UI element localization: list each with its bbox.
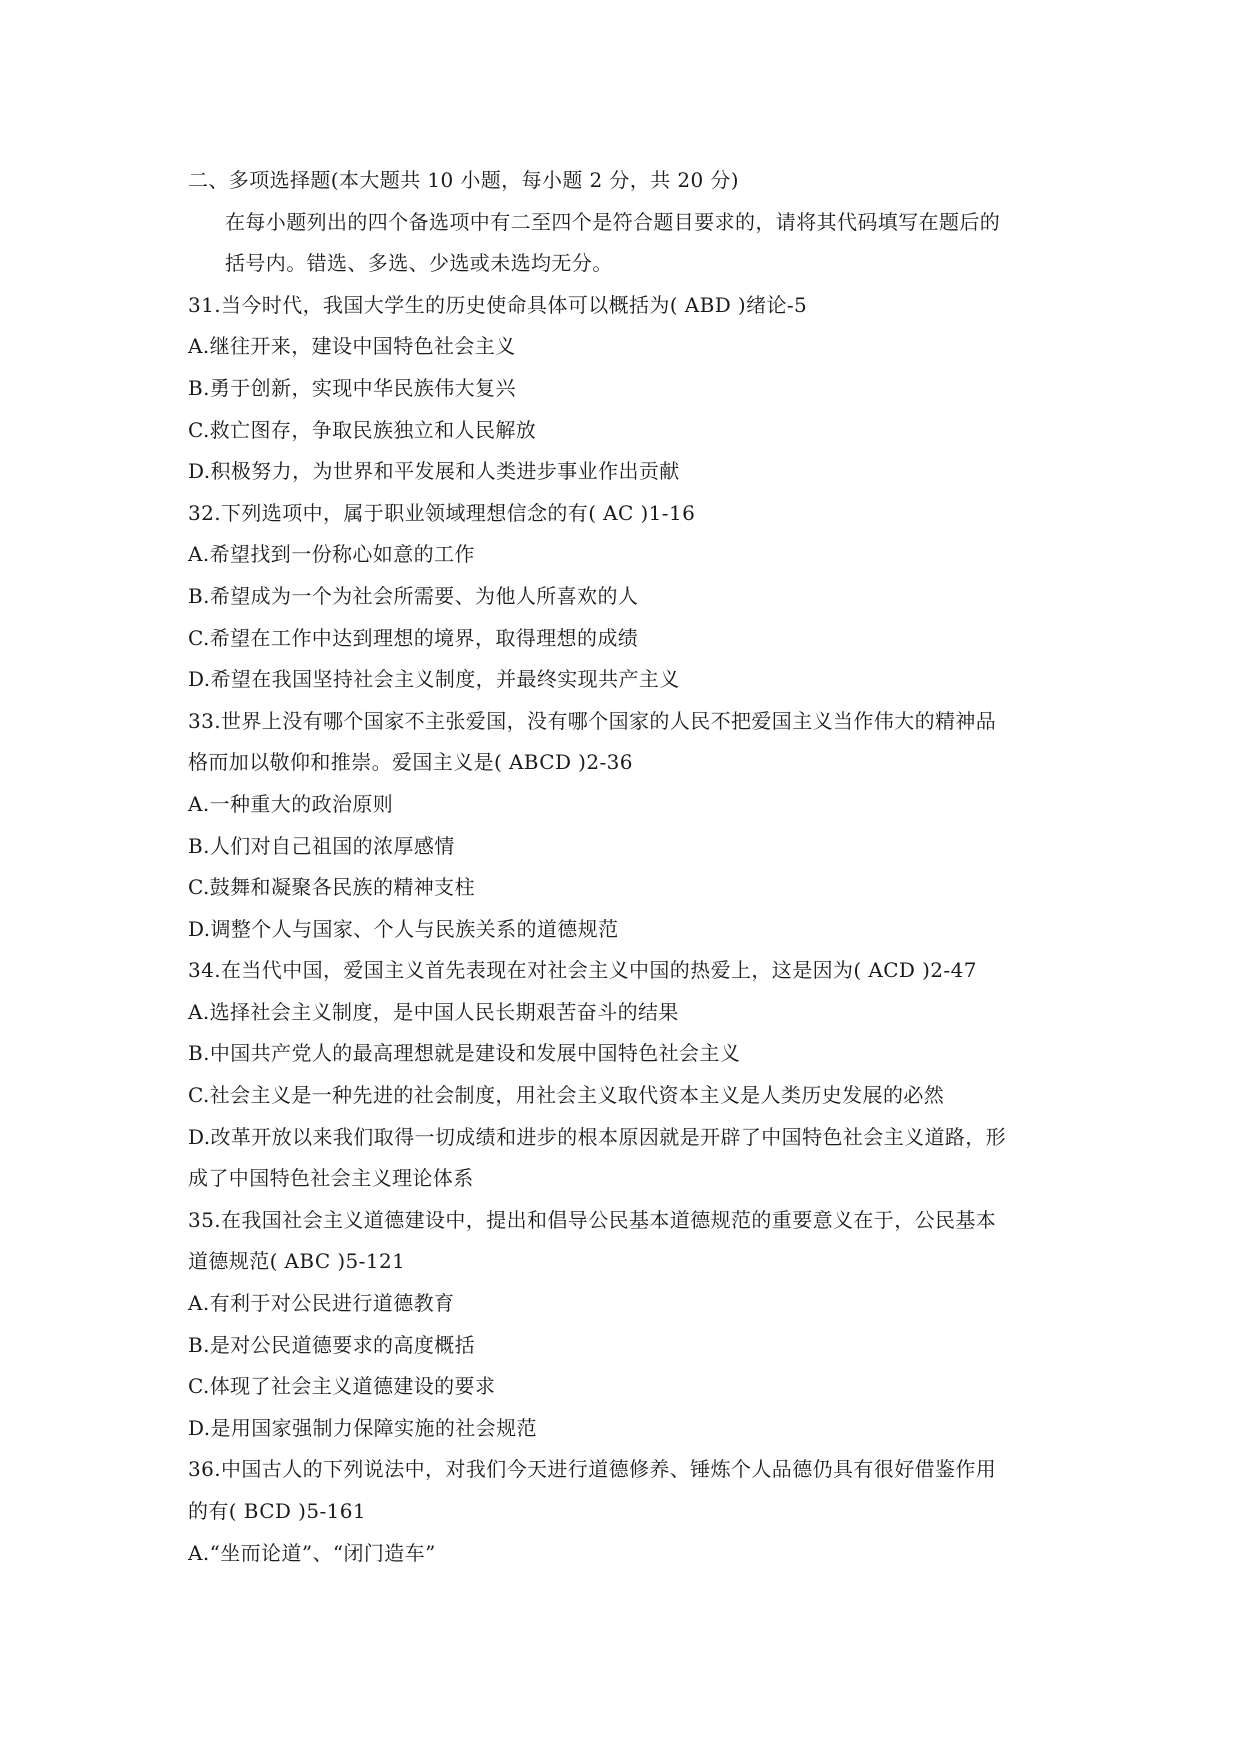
option-c: C.救亡图存，争取民族独立和人民解放 (188, 417, 537, 442)
option-d-continued: 成了中国特色社会主义理论体系 (188, 1166, 474, 1191)
exam-page (188, 160, 1068, 1574)
question-stem: 36.中国古人的下列说法中，对我们今天进行道德修养、锤炼个人品德仍具有很好借鉴作用 (188, 1457, 997, 1482)
instruction-line: 括号内。错选、多选、少选或未选均无分。 (225, 251, 613, 276)
option-a: A.一种重大的政治原则 (188, 791, 394, 816)
option-b: B.中国共产党人的最高理想就是建设和发展中国特色社会主义 (188, 1041, 741, 1066)
question-stem-continued: 道德规范( ABC )5-121 (188, 1249, 406, 1274)
question-stem-continued: 格而加以敬仰和推崇。爱国主义是( ABCD )2-36 (188, 750, 633, 775)
option-a: A.“坐而论道”、“闭门造车” (188, 1540, 436, 1565)
option-a: A.继往开来，建设中国特色社会主义 (188, 334, 516, 359)
question-32 (188, 493, 1068, 701)
question-31 (188, 285, 1068, 493)
question-stem: 35.在我国社会主义道德建设中，提出和倡导公民基本道德规范的重要意义在于，公民基本 (188, 1207, 997, 1232)
option-d: D.希望在我国坚持社会主义制度，并最终实现共产主义 (188, 667, 680, 692)
option-b: B.希望成为一个为社会所需要、为他人所喜欢的人 (188, 583, 639, 608)
option-a: A.选择社会主义制度，是中国人民长期艰苦奋斗的结果 (188, 999, 679, 1024)
option-d: D.是用国家强制力保障实施的社会规范 (188, 1415, 537, 1440)
option-d: D.改革开放以来我们取得一切成绩和进步的根本原因就是开辟了中国特色社会主义道路，形 (188, 1124, 1007, 1149)
option-a: A.希望找到一份称心如意的工作 (188, 542, 475, 567)
option-d: D.调整个人与国家、个人与民族关系的道德规范 (188, 916, 619, 941)
question-33 (188, 701, 1068, 951)
option-c: C.体现了社会主义道德建设的要求 (188, 1374, 496, 1399)
option-b: B.人们对自己祖国的浓厚感情 (188, 833, 455, 858)
option-c: C.社会主义是一种先进的社会制度，用社会主义取代资本主义是人类历史发展的必然 (188, 1083, 945, 1108)
question-35 (188, 1200, 1068, 1450)
option-a: A.有利于对公民进行道德教育 (188, 1291, 455, 1316)
option-c: C.希望在工作中达到理想的境界，取得理想的成绩 (188, 625, 639, 650)
section-heading: 二、多项选择题(本大题共 10 小题，每小题 2 分，共 20 分) (188, 168, 739, 192)
question-stem: 34.在当代中国，爱国主义首先表现在对社会主义中国的热爱上，这是因为( ACD )2-47 (188, 958, 977, 983)
instruction-line: 在每小题列出的四个备选项中有二至四个是符合题目要求的，请将其代码填写在题后的 (225, 209, 1001, 234)
option-b: B.勇于创新，实现中华民族伟大复兴 (188, 375, 516, 400)
question-stem: 31.当今时代，我国大学生的历史使命具体可以概括为( ABD )绪论-5 (188, 292, 808, 317)
option-c: C.鼓舞和凝聚各民族的精神支柱 (188, 875, 475, 900)
question-36 (188, 1449, 1068, 1574)
question-stem: 33.世界上没有哪个国家不主张爱国，没有哪个国家的人民不把爱国主义当作伟大的精神品 (188, 708, 997, 733)
option-d: D.积极努力，为世界和平发展和人类进步事业作出贡献 (188, 459, 680, 484)
question-stem-continued: 的有( BCD )5-161 (188, 1499, 366, 1523)
question-stem: 32.下列选项中，属于职业领域理想信念的有( AC )1-16 (188, 500, 696, 525)
option-b: B.是对公民道德要求的高度概括 (188, 1332, 476, 1357)
question-34 (188, 950, 1068, 1200)
